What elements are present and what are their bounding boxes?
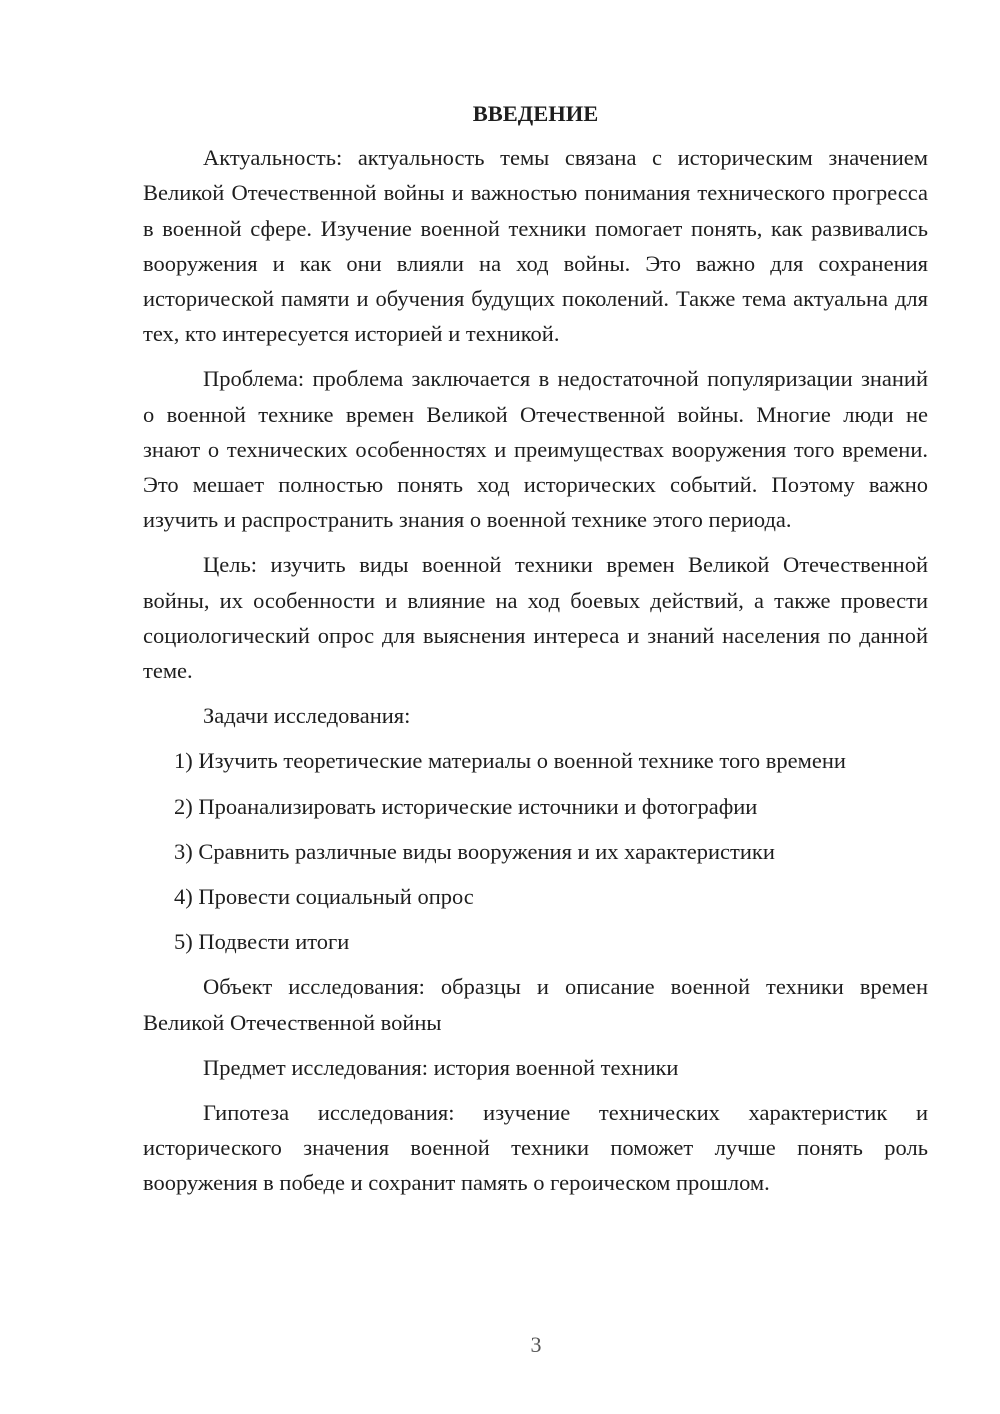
task-item: 2) Проанализировать исторические источники и фотографии: [174, 793, 758, 819]
paragraph-relevance: Актуальность: актуальность темы связана с историческим значением Великой Отечественной войны и важностью понимания технического прогресса в военной сфере. Изучение военной техники помогает понять, как развивались вооружения и как они влияли на ход войны. Это важно для сохранения исторической памяти и обучения будущих поколений. Также тема актуальна для тех, кто интересуется историей и техникой.: [143, 145, 928, 347]
tasks-list: [143, 743, 928, 959]
task-item: 1) Изучить теоретические материалы о военной технике того времени: [174, 748, 846, 774]
paragraph-hypothesis: Гипотеза исследования: изучение технических характеристик и исторического значения военной техники поможет лучше понять роль вооружения в победе и сохранит память о героическом прошлом.: [143, 1100, 928, 1196]
paragraph-problem: Проблема: проблема заключается в недостаточной популяризации знаний о военной технике времен Великой Отечественной войны. Многие люди не знают о технических особенностях и преимуществах вооружения того времени. Это мешает полностью понять ход исторических событий. Поэтому важно изучить и распространить знания о военной технике этого периода.: [143, 366, 928, 533]
tasks-heading: Задачи исследования:: [203, 703, 411, 729]
task-item: 3) Сравнить различные виды вооружения и их характеристики: [174, 838, 775, 864]
task-item: 4) Провести социальный опрос: [174, 884, 474, 910]
paragraph-object: Объект исследования: образцы и описание военной техники времен Великой Отечественной войны: [143, 974, 928, 1035]
page-number: 3: [530, 1332, 542, 1357]
section-title: ВВЕДЕНИЕ: [472, 101, 599, 126]
task-item: 5) Подвести итоги: [174, 929, 350, 955]
paragraph-goal: Цель: изучить виды военной техники времен Великой Отечественной войны, их особенности и влияние на ход боевых действий, а также провести социологический опрос для выяснения интереса и знаний населения по данной теме.: [143, 552, 928, 684]
paragraph-subject: Предмет исследования: история военной техники: [203, 1054, 679, 1080]
page-content: [143, 96, 928, 1211]
